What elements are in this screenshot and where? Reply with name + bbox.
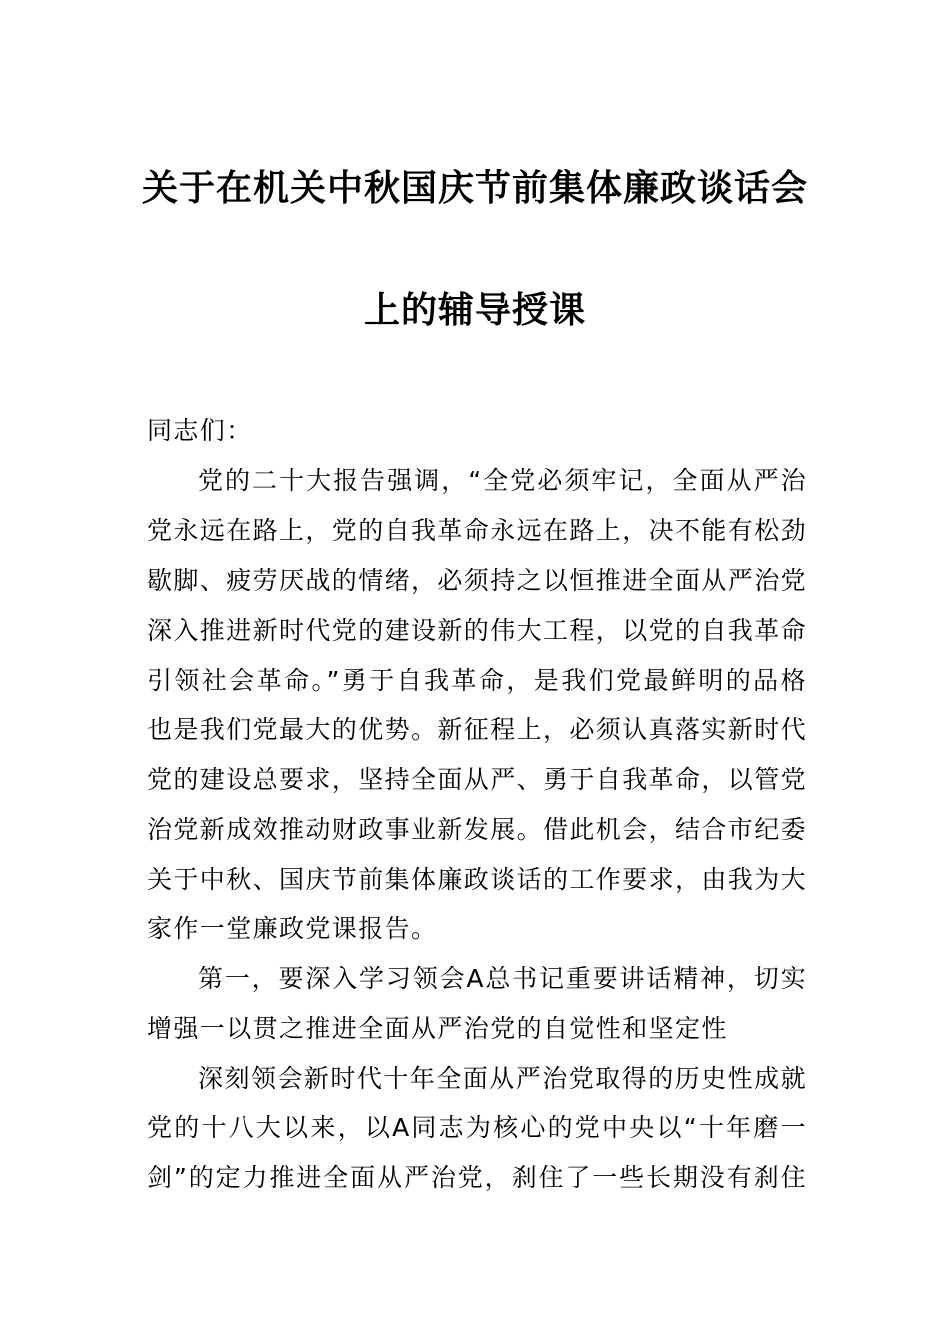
document-title-line-2: 上的辅导授课 bbox=[363, 289, 586, 331]
paragraph-line: 党永远在路上，党的自我革命永远在路上，决不能有松劲 bbox=[147, 516, 808, 545]
paragraph-line: 治党新成效推动财政事业新发展。借此机会，结合市纪委 bbox=[147, 815, 808, 844]
paragraph-line: 家作一堂廉政党课报告。 bbox=[147, 914, 438, 943]
paragraph-line: 党的二十大报告强调，“全党必须牢记，全面从严治 bbox=[198, 466, 807, 495]
paragraph-line: 深入推进新时代党的建设新的伟大工程，以党的自我革命 bbox=[147, 616, 808, 645]
paragraph-line: 剑”的定力推进全面从严治党，刹住了一些长期没有刹住 bbox=[147, 1163, 807, 1192]
salutation: 同志们： bbox=[147, 416, 253, 445]
section-heading-line: 增强一以贯之推进全面从严治党的自觉性和坚定性 bbox=[147, 1014, 728, 1043]
paragraph-line: 歇脚、疲劳厌战的情绪，必须持之以恒推进全面从严治党 bbox=[147, 566, 808, 595]
paragraph-line: 深刻领会新时代十年全面从严治党取得的历史性成就 bbox=[198, 1064, 807, 1093]
paragraph-line: 引领社会革命。”勇于自我革命，是我们党最鲜明的品格 bbox=[147, 666, 807, 695]
paragraph-line: 党的十八大以来，以A同志为核心的党中央以“十年磨一 bbox=[147, 1113, 807, 1142]
paragraph-line: 党的建设总要求，坚持全面从严、勇于自我革命，以管党 bbox=[147, 765, 808, 794]
paragraph-line: 关于中秋、国庆节前集体廉政谈话的工作要求，由我为大 bbox=[147, 865, 808, 894]
section-heading-line: 第一，要深入学习领会A总书记重要讲话精神，切实 bbox=[198, 964, 807, 993]
paragraph-line: 也是我们党最大的优势。新征程上，必须认真落实新时代 bbox=[147, 715, 808, 744]
document-title-line-1: 关于在机关中秋国庆节前集体廉政谈话会 bbox=[141, 167, 808, 209]
